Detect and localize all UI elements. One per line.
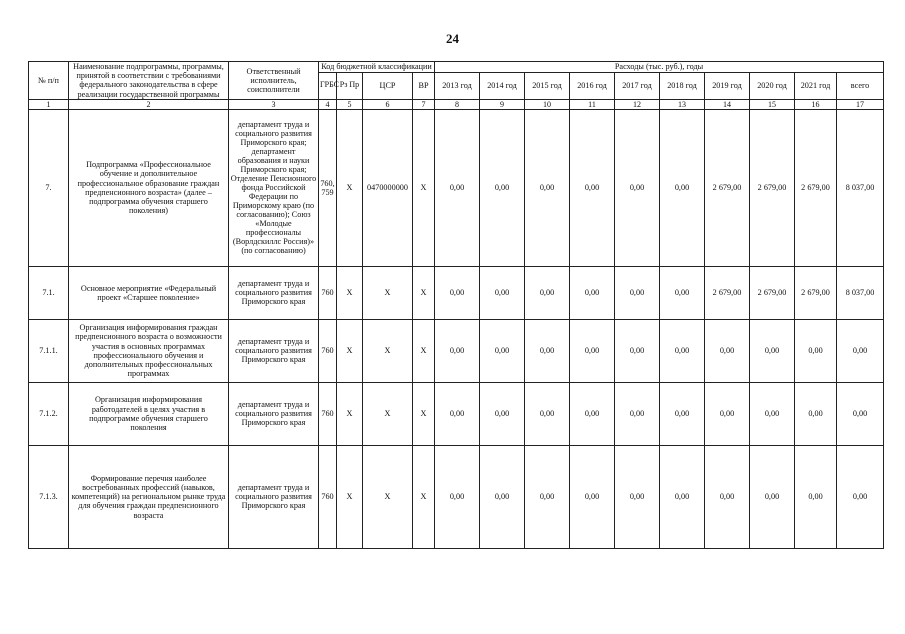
- header-year: 2013 год: [435, 72, 480, 99]
- row-value: 0,00: [570, 445, 615, 548]
- row-executor: департамент труда и социального развития Приморского края: [229, 445, 319, 548]
- header-total: всего: [837, 72, 884, 99]
- page-number: 24: [446, 31, 459, 46]
- row-value: 0,00: [795, 382, 837, 445]
- column-number: 11: [570, 99, 615, 109]
- header-year: 2020 год: [750, 72, 795, 99]
- row-value: 0,00: [480, 382, 525, 445]
- row-value: 0,00: [525, 266, 570, 319]
- row-total: 8 037,00: [837, 266, 884, 319]
- header-year: 2016 год: [570, 72, 615, 99]
- row-value: 0,00: [750, 319, 795, 382]
- column-number: 8: [435, 99, 480, 109]
- row-value: 0,00: [705, 445, 750, 548]
- row-value: 0,00: [435, 382, 480, 445]
- row-num: 7.1.: [29, 266, 69, 319]
- column-number: 16: [795, 99, 837, 109]
- row-rzpr: X: [337, 266, 363, 319]
- column-number: 6: [363, 99, 413, 109]
- row-value: 0,00: [615, 382, 660, 445]
- row-rzpr: X: [337, 445, 363, 548]
- row-csr: X: [363, 266, 413, 319]
- row-vr: X: [413, 319, 435, 382]
- row-rzpr: X: [337, 109, 363, 266]
- row-value: 0,00: [480, 266, 525, 319]
- column-number: 13: [660, 99, 705, 109]
- row-grbs: 760: [319, 445, 337, 548]
- row-vr: X: [413, 382, 435, 445]
- row-executor: департамент труда и социального развития Приморского края: [229, 319, 319, 382]
- row-value: 0,00: [525, 109, 570, 266]
- row-value: 0,00: [750, 382, 795, 445]
- row-value: 0,00: [705, 382, 750, 445]
- column-number: 15: [750, 99, 795, 109]
- row-value: 0,00: [615, 319, 660, 382]
- column-number-row: [29, 99, 884, 109]
- row-value: 0,00: [795, 445, 837, 548]
- row-name: Организация информирования граждан предпенсионного возраста о возможности участия в основных программах профессионального обучения и дополнительных профессиональных программах: [69, 319, 229, 382]
- row-total: 8 037,00: [837, 109, 884, 266]
- header-budget-code: Код бюджетной классификации: [319, 62, 435, 73]
- table-row: [29, 382, 884, 445]
- column-number: 9: [480, 99, 525, 109]
- table-row: [29, 319, 884, 382]
- row-num: 7.1.3.: [29, 445, 69, 548]
- column-number: 2: [69, 99, 229, 109]
- row-grbs: 760: [319, 266, 337, 319]
- row-grbs: 760, 759: [319, 109, 337, 266]
- row-num: 7.1.2.: [29, 382, 69, 445]
- row-value: 0,00: [435, 266, 480, 319]
- row-csr: X: [363, 445, 413, 548]
- row-name: Подпрограмма «Профессиональное обучение и дополнительное профессиональное образование граждан предпенсионного возраста» (далее – подпрограмма обучения старшего поколения): [69, 109, 229, 266]
- row-vr: X: [413, 109, 435, 266]
- header-year: 2018 год: [660, 72, 705, 99]
- row-grbs: 760: [319, 382, 337, 445]
- column-number: 3: [229, 99, 319, 109]
- row-executor: департамент труда и социального развития Приморского края: [229, 382, 319, 445]
- table-row: [29, 445, 884, 548]
- column-number: 17: [837, 99, 884, 109]
- row-csr: X: [363, 382, 413, 445]
- row-name: Основное мероприятие «Федеральный проект «Старшее поколение»: [69, 266, 229, 319]
- row-value: 0,00: [525, 319, 570, 382]
- header-rzpr: Рз Пр: [337, 72, 363, 99]
- row-rzpr: X: [337, 319, 363, 382]
- column-number: 1: [29, 99, 69, 109]
- row-value: 0,00: [615, 445, 660, 548]
- row-value: 0,00: [480, 109, 525, 266]
- program-expenses-table: [28, 61, 884, 549]
- header-num: № п/п: [29, 62, 69, 100]
- table-row: [29, 109, 884, 266]
- row-value: 0,00: [570, 266, 615, 319]
- row-value: 2 679,00: [795, 109, 837, 266]
- row-value: 0,00: [660, 319, 705, 382]
- row-value: 0,00: [480, 319, 525, 382]
- row-num: 7.1.1.: [29, 319, 69, 382]
- row-name: Организация информирования работодателей в целях участия в подпрограмме обучения старшего поколения: [69, 382, 229, 445]
- row-csr: 0470000000: [363, 109, 413, 266]
- row-value: 0,00: [660, 266, 705, 319]
- row-value: 0,00: [570, 109, 615, 266]
- row-value: 2 679,00: [750, 266, 795, 319]
- row-num: 7.: [29, 109, 69, 266]
- row-value: 2 679,00: [705, 266, 750, 319]
- row-value: 2 679,00: [705, 109, 750, 266]
- row-value: 0,00: [435, 319, 480, 382]
- row-name: Формирование перечня наиболее востребованных профессий (навыков, компетенций) на региональном рынке труда для обучения граждан предпенсионного возраста: [69, 445, 229, 548]
- row-value: 0,00: [570, 319, 615, 382]
- row-value: 2 679,00: [750, 109, 795, 266]
- row-grbs: 760: [319, 319, 337, 382]
- header-grbs: ГРБС: [319, 72, 337, 99]
- row-value: 0,00: [435, 109, 480, 266]
- row-vr: X: [413, 266, 435, 319]
- row-value: 0,00: [705, 319, 750, 382]
- row-value: 0,00: [435, 445, 480, 548]
- column-number: 4: [319, 99, 337, 109]
- row-executor: департамент труда и социального развития Приморского края; департамент образования и науки Приморского края; Отделение Пенсионного фонда Российской Федерации по Приморскому краю (по согласованию); Союз «Молодые профессионалы (Ворлдскиллс Россия)» (по согласованию): [229, 109, 319, 266]
- header-csr: ЦСР: [363, 72, 413, 99]
- column-number: 5: [337, 99, 363, 109]
- row-vr: X: [413, 445, 435, 548]
- row-total: 0,00: [837, 445, 884, 548]
- header-vr: ВР: [413, 72, 435, 99]
- row-value: 0,00: [570, 382, 615, 445]
- header-name: Наименование подпрограммы, программы, принятой в соответствии с требованиями федерального законодательства в сфере реализации государственной программы: [69, 62, 229, 100]
- header-executor: Ответственный исполнитель, соисполнители: [229, 62, 319, 100]
- row-executor: департамент труда и социального развития Приморского края: [229, 266, 319, 319]
- header-expenses: Расходы (тыс. руб.), годы: [435, 62, 884, 73]
- row-value: 0,00: [615, 109, 660, 266]
- row-value: 0,00: [480, 445, 525, 548]
- header-year: 2021 год: [795, 72, 837, 99]
- header-year: 2017 год: [615, 72, 660, 99]
- row-value: 0,00: [525, 445, 570, 548]
- row-rzpr: X: [337, 382, 363, 445]
- row-total: 0,00: [837, 382, 884, 445]
- column-number: 12: [615, 99, 660, 109]
- table-row: [29, 266, 884, 319]
- header-year: 2019 год: [705, 72, 750, 99]
- header-year: 2015 год: [525, 72, 570, 99]
- row-value: 0,00: [660, 382, 705, 445]
- column-number: 7: [413, 99, 435, 109]
- row-csr: X: [363, 319, 413, 382]
- row-value: 0,00: [660, 109, 705, 266]
- row-value: 0,00: [660, 445, 705, 548]
- row-total: 0,00: [837, 319, 884, 382]
- row-value: 0,00: [525, 382, 570, 445]
- row-value: 0,00: [795, 319, 837, 382]
- column-number: 10: [525, 99, 570, 109]
- header-year: 2014 год: [480, 72, 525, 99]
- row-value: 0,00: [750, 445, 795, 548]
- row-value: 0,00: [615, 266, 660, 319]
- column-number: 14: [705, 99, 750, 109]
- row-value: 2 679,00: [795, 266, 837, 319]
